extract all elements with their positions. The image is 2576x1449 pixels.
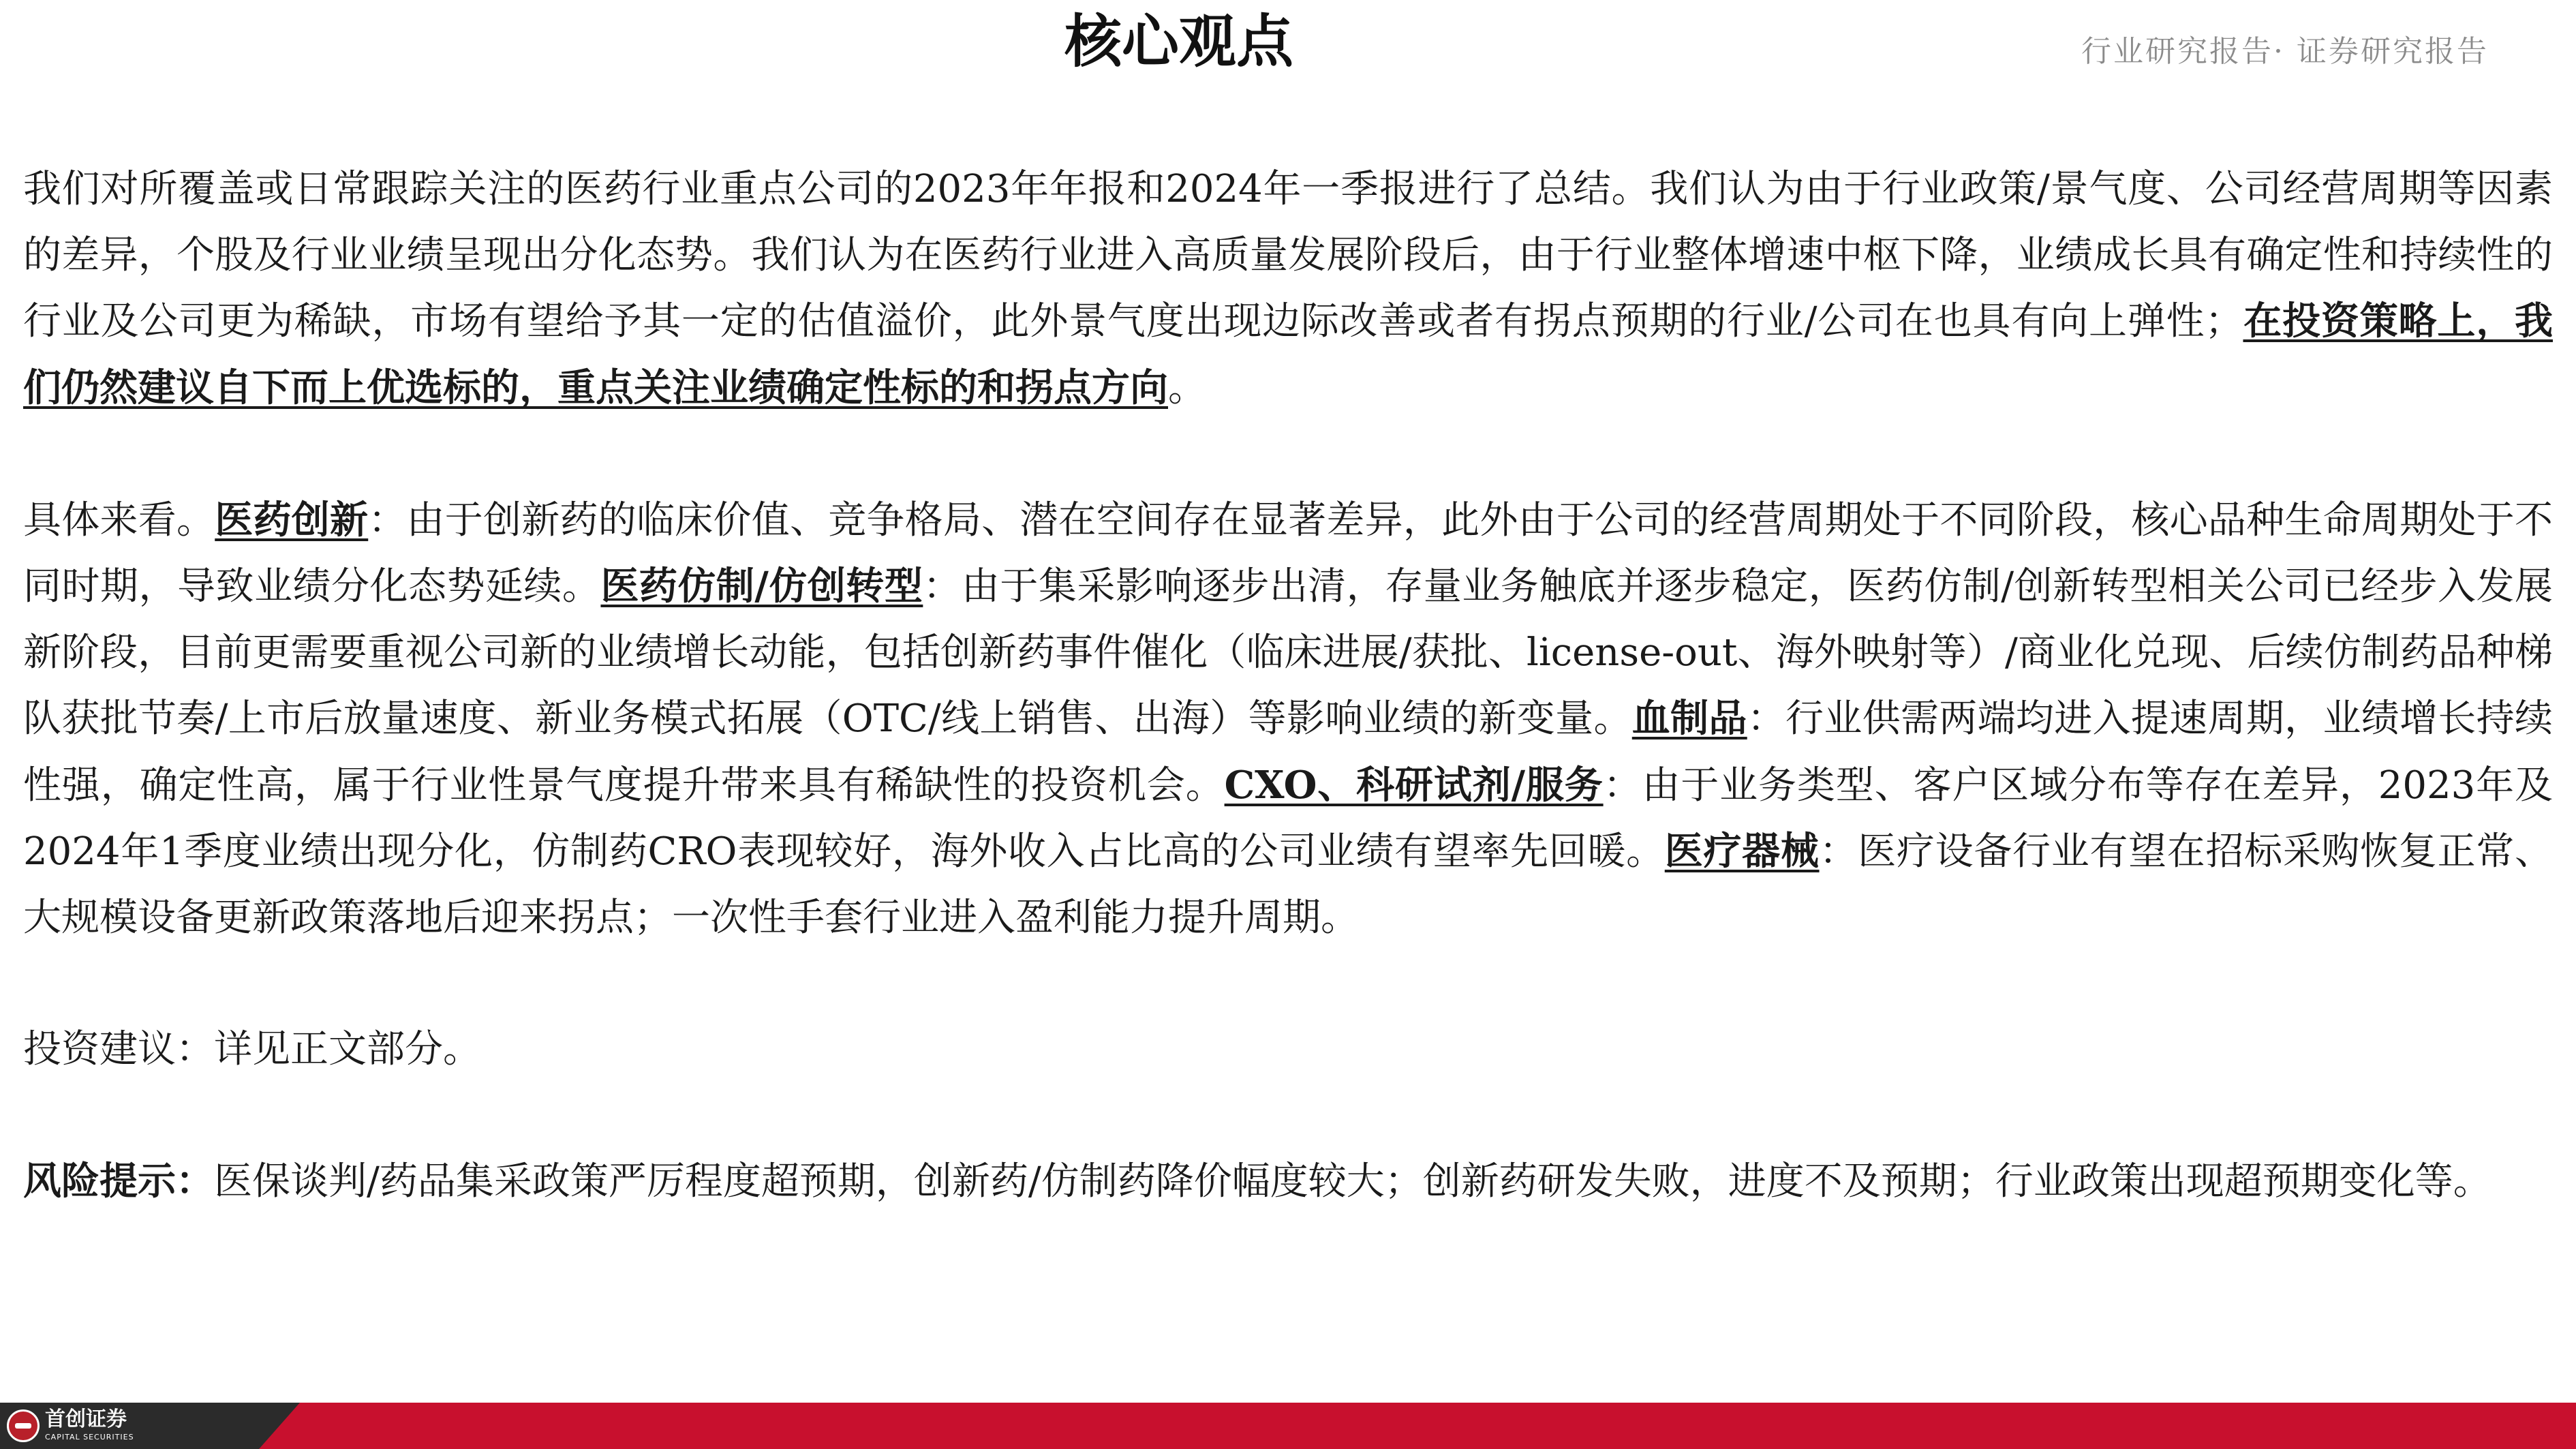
logo-mark-icon — [7, 1409, 40, 1442]
segment-label-blood: 血制品 — [1631, 696, 1747, 741]
risk-text: 医保谈判/药品集采政策严厉程度超预期，创新药/仿制药降价幅度较大；创新药研发失败，进度不及预期；行业政策出现超预期变化等。 — [214, 1159, 2491, 1204]
segments-paragraph — [23, 487, 2553, 951]
company-logo — [7, 1407, 157, 1446]
segment-text-innovation: ：由于创新药的临床价值、竞争格局、潜在空间存在显著差异，此外由于公司的经营周期处于不同阶段，核心品种生命周期处于不同时期，导致业绩分化态势延续。 — [23, 498, 2554, 609]
footer-bar — [0, 1403, 2576, 1449]
strategy-highlight: 在投资策略上，我们仍然建议自下而上优选标的，重点关注业绩确定性标的和拐点方向 — [23, 299, 2554, 410]
footer-red-band — [0, 1403, 2576, 1449]
footer-band-graphic — [0, 1403, 2576, 1449]
summary-text: 我们对所覆盖或日常跟踪关注的医药行业重点公司的2023年年报和2024年一季报进行了总结。我们认为由于行业政策/景气度、公司经营周期等因素的差异，个股及行业业绩呈现出分化态势。我们认为在医药行业进入高质量发展阶段后，由于行业整体增速中枢下降，业绩成长具有确定性和持续性的行业及公司更为稀缺，市场有望给予其一定的估值溢价，此外景气度出现边际改善或者有拐点预期的行业/公司在也具有向上弹性； — [23, 167, 2553, 344]
summary-end: 。 — [1168, 365, 1206, 410]
segment-text-generic: ：由于集采影响逐步出清，存量业务触底并逐步稳定，医药仿制/创新转型相关公司已经步入发展新阶段，目前更需要重视公司新的业绩增长动能，包括创新药事件催化（临床进展/获批、license-out、海外映射等）/商业化兑现、后续仿制药品种梯队获批节奏/上市后放量速度、新业务模式拓展（OTC/线上销售、出海）等影响业绩的新变量。 — [23, 564, 2554, 741]
segment-label-cxo: CXO、科研试剂/服务 — [1224, 762, 1604, 808]
segments-intro: 具体来看。 — [23, 498, 215, 543]
risk-label: 风险提示： — [23, 1158, 214, 1204]
paragraph-gap — [23, 951, 2553, 1017]
logo-subtitle: CAPITAL SECURITIES — [45, 1433, 134, 1442]
investment-advice: 投资建议：详见正文部分。 — [23, 1026, 481, 1071]
segment-label-innovation: 医药创新 — [215, 497, 369, 543]
paragraph-gap — [23, 421, 2553, 487]
main-content — [23, 157, 2553, 1215]
segment-text-blood: ：行业供需两端均进入提速周期，业绩增长持续性强，确定性高，属于行业性景气度提升带来具有稀缺性的投资机会。 — [23, 697, 2554, 808]
segment-text-cxo: ：由于业务类型、客户区域分布等存在差异，2023年及2024年1季度业绩出现分化，仿制药CRO表现较好，海外收入占比高的公司业绩有望率先回暖。 — [23, 763, 2554, 874]
paragraph-gap — [23, 1082, 2553, 1148]
summary-paragraph — [23, 157, 2553, 421]
page-title: 核心观点 — [1064, 8, 1293, 75]
report-type-tag: 行业研究报告· 证券研究报告 — [2081, 34, 2489, 69]
segment-text-devices: ：医疗设备行业有望在招标采购恢复正常、大规模设备更新政策落地后迎来拐点；一次性手套行业进入盈利能力提升周期。 — [23, 829, 2554, 940]
segment-label-devices: 医疗器械 — [1664, 829, 1820, 874]
segment-label-generic: 医药仿制/仿创转型 — [600, 564, 923, 609]
risk-paragraph — [23, 1148, 2553, 1215]
logo-name: 首创证券 — [45, 1407, 127, 1431]
